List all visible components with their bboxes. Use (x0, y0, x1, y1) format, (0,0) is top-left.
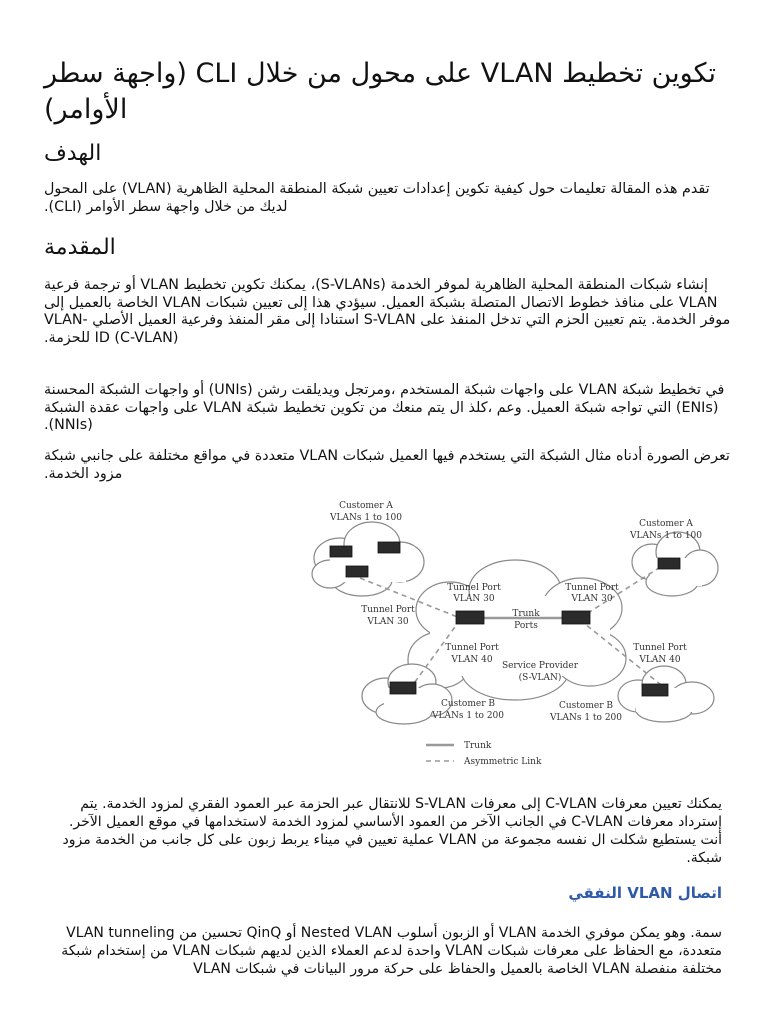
intro-paragraph-2: في تخطيط شبكة VLAN على واجهات شبكة المستخدم ،ومرتجل ويديلقت رشن (UNIs) أو واجهات الشبكة المحسنة (ENIs) التي تواجه شبكة العميل. وعم ،كلذ ال يتم منعك من تكوين تخطيط شبكة VLAN على واجهات عقدة الشبكة (NNIs). (44, 382, 725, 433)
page-title: تكوين تخطيط VLAN على محول من خلال CLI (واجهة سطر الأوامر) (44, 58, 717, 125)
section-heading-vlan-tunneling: اتصال VLAN النفقي (568, 884, 722, 902)
label-customer-b-right: Customer B (559, 701, 613, 711)
label-tunnel-port-left-vlan: VLAN 30 (367, 617, 409, 627)
section-heading-objective: الهدف (44, 141, 102, 166)
cloud-customer-a-left (312, 522, 424, 596)
label-tunnel-port-top-left-vlan: VLAN 30 (453, 594, 495, 604)
label-service-provider: Service Provider (501, 661, 579, 671)
label-customer-a-left: Customer A (339, 501, 393, 511)
label-tunnel-port-left: Tunnel Port (361, 605, 415, 615)
label-trunk-ports: Ports (514, 621, 538, 631)
arabic-paragraph-2: VLAN tunneling تحسين من QinQ أو Nested VLAN أو الزبون أسلوب VLAN سمة. وهو يمكن موفري الخدمة من إستخدام شبكة VLAN واحدة لدعم العملاء الذين لديهم شبكات VLAN متعددة، مع الحفاظ على معرفات شبكات VLAN الخاصة بالعميل والحفاظ على حركة مرور البيانات في شبكات VLAN مختلفة منفصلة (61, 925, 722, 977)
label-customer-b-left: Customer B (441, 699, 495, 709)
objective-paragraph: تقدم هذه المقالة تعليمات حول كيفية تكوين إعدادات تعيين شبكة المنطقة المحلية الظاهرية (VLAN) على المحول لديك من خلال واجهة سطر الأوامر (CLI). (44, 181, 710, 215)
label-tunnel-port-bottom-right: Tunnel Port (633, 643, 687, 653)
intro-paragraph-3: تعرض الصورة أدناه مثال الشبكة التي يستخدم فيها العميل شبكات VLAN متعددة في مواقع مختلفة على جانبي شبكة مزود الخدمة. (44, 448, 730, 482)
label-tunnel-port-top-left: Tunnel Port (447, 583, 501, 593)
vlan-network-diagram (300, 500, 730, 770)
arabic-paragraph-1: يمكنك تعيين معرفات C-VLAN إلى معرفات S-VLAN للانتقال عبر الحزمة عبر العمود الفقري لمزود الخدمة. يتم إسترداد معرفات C-VLAN في الجانب الآخر من العمود الأساسي لمزود الخدمة لاستخدامها في موقع العميل الآخر. أنت يستطيع شكلت ال نفسه مجموعة من VLAN عملية تعيين في ميناء يربط زبون على كل جانب من الخدمة مزود شبكة. (62, 796, 722, 866)
label-tunnel-port-bottom-left-vlan: VLAN 40 (451, 655, 493, 665)
label-service-provider-vlan: (S-VLAN) (518, 673, 562, 683)
label-tunnel-port-bottom-right-vlan: VLAN 40 (639, 655, 681, 665)
section-heading-introduction: المقدمة (44, 235, 116, 260)
label-customer-a-right-vlans: VLANs 1 to 100 (630, 531, 702, 541)
legend-trunk-label: Trunk (464, 741, 492, 751)
label-tunnel-port-top-right: Tunnel Port (565, 583, 619, 593)
label-customer-b-left-vlans: VLANs 1 to 200 (432, 711, 504, 721)
label-customer-a-left-vlans: VLANs 1 to 100 (330, 513, 402, 523)
label-trunk: Trunk (512, 609, 540, 619)
label-tunnel-port-bottom-left: Tunnel Port (445, 643, 499, 653)
intro-paragraph-1: إنشاء شبكات المنطقة المحلية الظاهرية لموفر الخدمة (S-VLANs)، يمكنك تكوين تخطيط VLAN أو ترجمة فرعية VLAN على منافذ خطوط الاتصال المتصلة بشبكة العميل. سيؤدي هذا إلى تعيين شبكات VLAN الخاصة بالعميل إلى موفر الخدمة. يتم تعيين الحزم التي تدخل المنفذ على S-VLAN استنادا إلى مقر المنفذ وفرعية العميل الأصلي VLAN-ID (C-VLAN) للحزمة. (44, 277, 731, 346)
label-customer-b-right-vlans: VLANs 1 to 200 (550, 713, 622, 723)
label-customer-a-right: Customer A (639, 519, 693, 529)
label-tunnel-port-top-right-vlan: VLAN 30 (571, 594, 613, 604)
legend-asym-label: Asymmetric Link (464, 757, 542, 767)
